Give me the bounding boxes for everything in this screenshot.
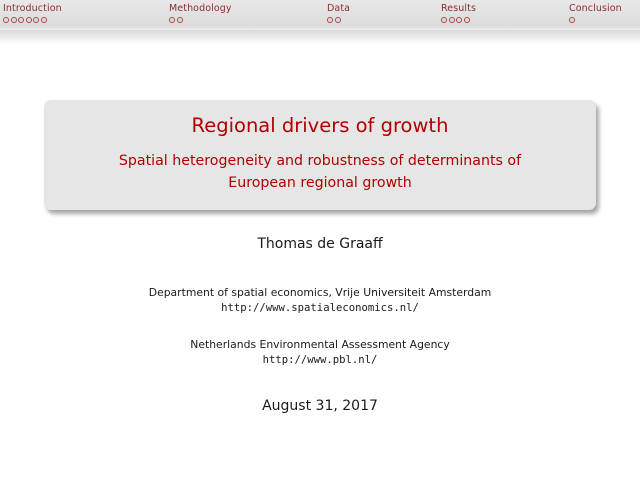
frame-dot-icon[interactable]: [26, 17, 32, 23]
frame-dot-icon[interactable]: [11, 17, 17, 23]
nav-progress-dots[interactable]: [169, 17, 184, 24]
frame-dot-icon[interactable]: [169, 17, 175, 23]
nav-section-label: Results: [441, 3, 477, 14]
subtitle-line: European regional growth: [228, 175, 412, 191]
frame-dot-icon[interactable]: [441, 17, 447, 23]
frame-dot-icon[interactable]: [456, 17, 462, 23]
navigation-bar: [0, 0, 640, 30]
nav-section-results[interactable]: [441, 3, 476, 14]
nav-section-label: Methodology: [169, 3, 232, 14]
nav-section-label: Conclusion: [569, 3, 622, 14]
frame-dot-icon[interactable]: [3, 17, 9, 23]
presentation-date: August 31, 2017: [262, 398, 378, 414]
presentation-subtitle: [64, 150, 576, 194]
nav-section-data[interactable]: [327, 3, 350, 14]
presentation-title: Regional drivers of growth: [191, 114, 449, 137]
frame-dot-icon[interactable]: [177, 17, 183, 23]
nav-progress-dots[interactable]: [441, 17, 471, 24]
frame-dot-icon[interactable]: [327, 17, 333, 23]
nav-section-conclusion[interactable]: [569, 3, 622, 14]
nav-section-label: Data: [327, 3, 351, 14]
institute-name: Netherlands Environmental Assessment Agency: [190, 338, 450, 351]
frame-dot-icon[interactable]: [464, 17, 470, 23]
nav-progress-dots[interactable]: [569, 17, 577, 24]
nav-section-introduction[interactable]: [3, 3, 62, 14]
frame-dot-icon[interactable]: [33, 17, 39, 23]
frame-dot-icon[interactable]: [18, 17, 24, 23]
frame-dot-icon[interactable]: [449, 17, 455, 23]
nav-section-methodology[interactable]: [169, 3, 232, 14]
institute-url[interactable]: http://www.pbl.nl/: [262, 354, 378, 366]
frame-dot-icon[interactable]: [41, 17, 47, 23]
nav-progress-dots[interactable]: [3, 17, 48, 24]
subtitle-line: Spatial heterogeneity and robustness of determinants of: [118, 153, 522, 169]
institute-name: Department of spatial economics, Vrije Universiteit Amsterdam: [148, 286, 492, 299]
nav-section-label: Introduction: [3, 3, 62, 14]
frame-dot-icon[interactable]: [569, 17, 575, 23]
frame-dot-icon[interactable]: [335, 17, 341, 23]
navigation-shadow: [0, 30, 640, 44]
nav-progress-dots[interactable]: [327, 17, 342, 24]
author-name: Thomas de Graaff: [257, 236, 383, 252]
institute-url[interactable]: http://www.spatialeconomics.nl/: [221, 302, 419, 314]
title-block: [44, 100, 596, 210]
